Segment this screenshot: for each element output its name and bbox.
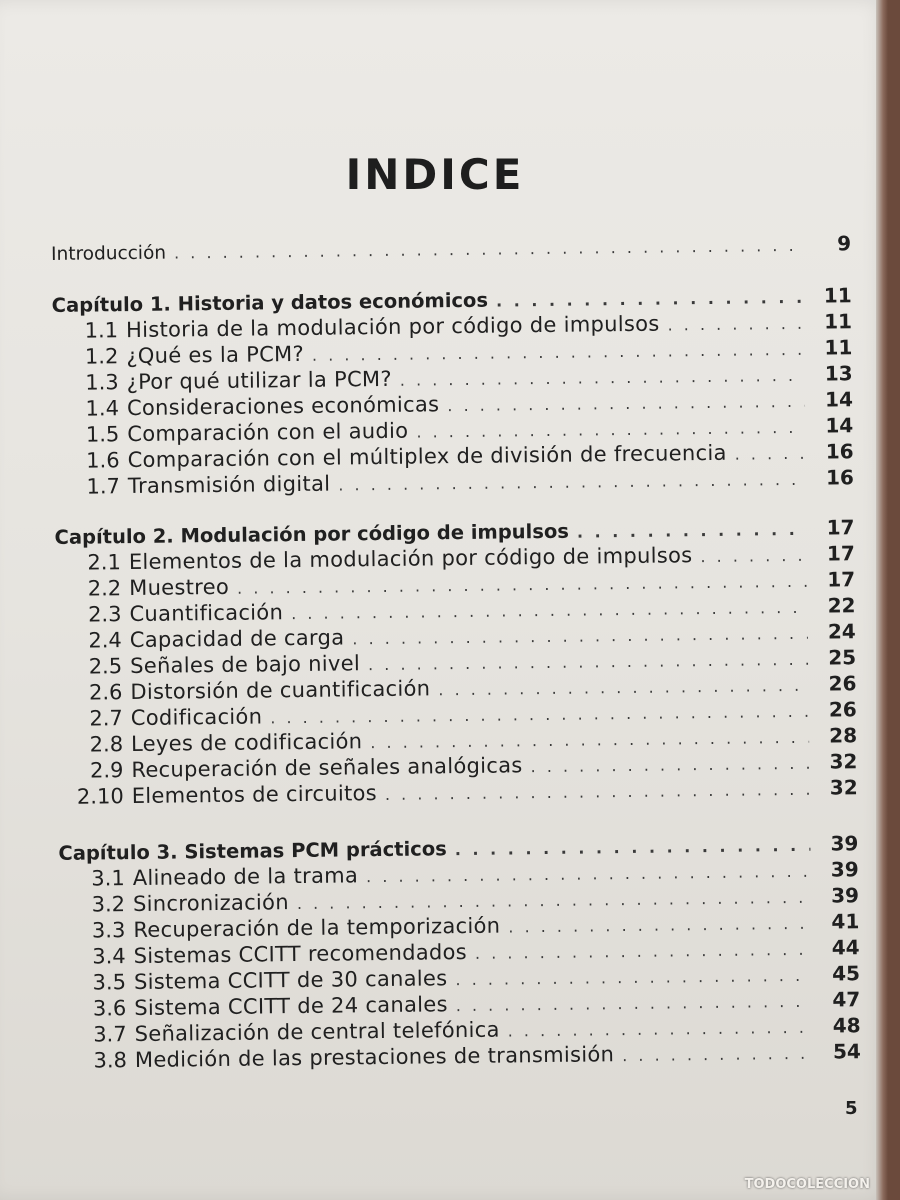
section-page: 17 bbox=[827, 567, 856, 592]
section-page: 32 bbox=[829, 749, 858, 774]
chapter-label: Capítulo 3. Sistemas PCM prácticos bbox=[58, 837, 447, 865]
watermark-logo: TODOCOLECCION bbox=[744, 1177, 870, 1192]
section-number: 2.9 bbox=[89, 758, 124, 783]
section-page: 17 bbox=[826, 541, 855, 566]
section-page: 26 bbox=[828, 697, 857, 722]
chapter-label: Capítulo 2. Modulación por código de impulsos bbox=[54, 519, 570, 549]
section-page: 14 bbox=[824, 387, 854, 412]
section-label: Capacidad de carga bbox=[129, 625, 345, 653]
section-label: Transmisión digital bbox=[127, 471, 331, 499]
section-number: 2.10 bbox=[76, 784, 124, 809]
section-page: 41 bbox=[831, 909, 860, 934]
page-title: INDICE bbox=[345, 150, 525, 199]
section-page: 45 bbox=[831, 961, 861, 986]
section-page: 16 bbox=[825, 465, 855, 490]
section-number: 2.6 bbox=[88, 680, 123, 705]
section-number: 3.7 bbox=[93, 1022, 127, 1047]
section-page: 11 bbox=[823, 309, 853, 334]
section-number: 1.2 bbox=[84, 344, 119, 369]
section-number: 2.5 bbox=[88, 654, 123, 679]
section-number: 2.4 bbox=[88, 628, 122, 653]
section-page: 39 bbox=[831, 883, 860, 908]
toc-intro-label: Introducción bbox=[50, 242, 167, 265]
section-number: 1.1 bbox=[84, 318, 119, 343]
section-label: Comparación con el audio bbox=[127, 418, 409, 447]
section-page: 54 bbox=[832, 1039, 862, 1064]
section-label: Consideraciones económicas bbox=[126, 392, 440, 421]
section-label: Sincronización bbox=[132, 890, 290, 917]
section-page: 47 bbox=[832, 987, 861, 1012]
section-label: Alineado de la trama bbox=[132, 863, 359, 891]
section-label: Señalización de central telefónica bbox=[134, 1017, 500, 1047]
section-page: 39 bbox=[830, 857, 859, 882]
chapter-page: 17 bbox=[826, 515, 855, 540]
section-label: Sistemas CCITT recomendados bbox=[133, 939, 468, 969]
section-page: 22 bbox=[827, 593, 856, 618]
section-number: 3.3 bbox=[91, 918, 126, 943]
section-number: 3.6 bbox=[92, 996, 127, 1021]
section-label: ¿Qué es la PCM? bbox=[126, 341, 305, 369]
section-label: Codificación bbox=[130, 704, 263, 731]
leader-dots bbox=[735, 440, 806, 468]
section-page: 16 bbox=[825, 439, 854, 464]
section-label: Historia de la modulación por código de impulsos bbox=[125, 311, 660, 343]
section-page: 25 bbox=[828, 645, 857, 670]
toc-intro-page: 9 bbox=[836, 231, 852, 256]
section-label: Muestreo bbox=[129, 574, 230, 601]
section-page: 26 bbox=[828, 671, 857, 696]
section-label: Cuantificación bbox=[129, 600, 284, 627]
section-page: 13 bbox=[824, 361, 853, 386]
section-page: 48 bbox=[832, 1013, 861, 1038]
section-number: 1.5 bbox=[85, 422, 120, 447]
section-number: 3.1 bbox=[91, 866, 125, 891]
leader-dots bbox=[385, 776, 810, 808]
section-label: Recuperación de señales analógicas bbox=[131, 753, 523, 783]
section-number: 1.7 bbox=[86, 474, 121, 499]
section-page: 32 bbox=[829, 775, 858, 800]
leader-dots bbox=[622, 1040, 813, 1069]
toc-intro-row bbox=[51, 230, 851, 267]
leader-dots bbox=[338, 466, 806, 499]
section-page: 14 bbox=[825, 413, 854, 438]
section-number: 2.3 bbox=[87, 602, 122, 627]
section-page: 24 bbox=[827, 619, 856, 644]
section-label: Señales de bajo nivel bbox=[129, 651, 361, 679]
chapter-page: 11 bbox=[823, 283, 852, 308]
section-number: 3.2 bbox=[91, 892, 126, 917]
section-label: Distorsión de cuantificación bbox=[130, 676, 431, 705]
section-number: 1.4 bbox=[85, 396, 120, 421]
section-label: Comparación con el múltiplex de división de frecuencia bbox=[127, 440, 727, 473]
section-label: Leyes de codificación bbox=[130, 729, 363, 757]
section-label: ¿Por qué utilizar la PCM? bbox=[126, 366, 392, 395]
section-label: Recuperación de la temporización bbox=[133, 913, 501, 943]
section-number: 3.8 bbox=[93, 1048, 128, 1073]
section-label: Elementos de circuitos bbox=[131, 781, 378, 809]
section-label: Elementos de la modulación por código de impulsos bbox=[128, 543, 693, 575]
section-number: 2.1 bbox=[87, 550, 122, 575]
section-number: 2.2 bbox=[87, 576, 122, 601]
section-number: 2.8 bbox=[89, 732, 124, 757]
section-label: Medición de las prestaciones de transmisión bbox=[134, 1042, 615, 1073]
section-number: 3.4 bbox=[92, 944, 126, 969]
leader-dots bbox=[700, 542, 807, 570]
section-page: 11 bbox=[824, 335, 853, 360]
section-page: 44 bbox=[831, 935, 860, 960]
section-label: Sistema CCITT de 30 canales bbox=[133, 966, 448, 995]
section-page: 28 bbox=[829, 723, 858, 748]
chapter-page: 39 bbox=[830, 831, 859, 856]
section-label: Sistema CCITT de 24 canales bbox=[134, 992, 448, 1021]
section-number: 3.5 bbox=[92, 970, 127, 995]
section-number: 1.3 bbox=[85, 370, 119, 395]
page-fold-edge bbox=[876, 0, 888, 1200]
section-number: 1.6 bbox=[86, 448, 120, 473]
page-number: 5 bbox=[845, 1098, 858, 1119]
section-number: 2.7 bbox=[89, 706, 123, 731]
chapter-label: Capítulo 1. Historia y datos económicos bbox=[51, 288, 489, 317]
leader-dots bbox=[174, 232, 803, 267]
